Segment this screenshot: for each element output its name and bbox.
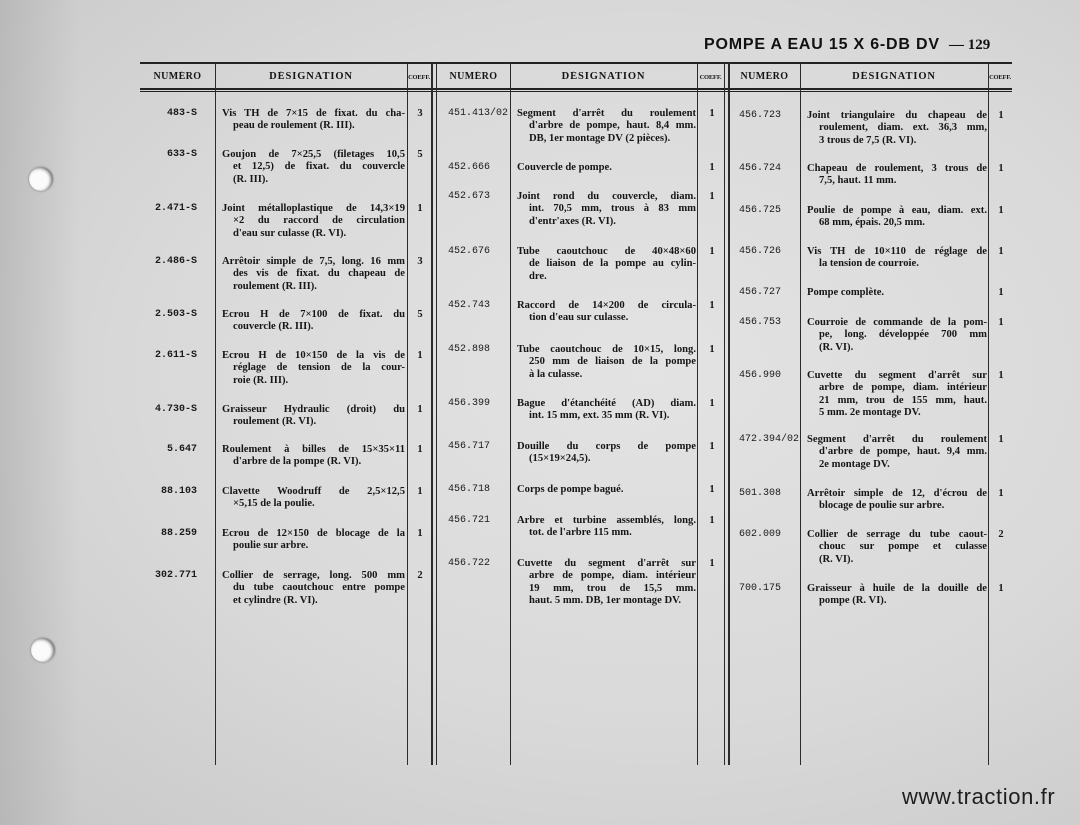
- designation-line: Goujon de 7×25,5 (filetages 10,5: [222, 149, 405, 160]
- designation-line: Arrêtoir simple de 12, d'écrou de: [807, 488, 987, 499]
- designation-line: Graisseur Hydraulic (droit) du: [222, 404, 405, 415]
- designation-line: Collier de serrage, long. 500 mm: [222, 570, 405, 581]
- designation-line: Collier de serrage du tube caout-: [807, 529, 987, 540]
- designation-line: 21 mm, trou de 155 mm, haut.: [819, 394, 987, 406]
- coeff-value: 1: [709, 162, 715, 173]
- designation-line: roulement (R. VI).: [233, 416, 317, 428]
- designation-line: Bague d'étanchéité (AD) diam.: [517, 398, 696, 409]
- designation-line: Segment d'arrêt du roulement: [517, 108, 696, 119]
- designation-line: Graisseur à huile de la douille de: [807, 583, 987, 594]
- designation-line: Pompe complète.: [807, 287, 885, 298]
- designation-line: poulie sur arbre.: [233, 540, 309, 552]
- designation-line: DB, 1er montage DV (2 pièces).: [529, 132, 671, 144]
- designation-line: int. 15 mm, ext. 35 mm (R. VI).: [529, 410, 670, 422]
- designation-line: dre.: [529, 270, 547, 282]
- coeff-value: 1: [709, 515, 715, 526]
- coeff-value: 1: [998, 583, 1004, 594]
- part-number: 456.727: [739, 287, 782, 298]
- designation-line: 68 mm, épais. 20,5 mm.: [819, 217, 925, 229]
- table-top-rule: [140, 62, 1012, 64]
- coeff-value: 1: [998, 370, 1004, 381]
- designation-line: à la culasse.: [529, 368, 583, 380]
- coeff-value: 1: [998, 163, 1004, 174]
- column-rule: [728, 63, 730, 765]
- designation-line: d'arbre de la pompe (R. VI).: [233, 456, 362, 468]
- page-shadow: [0, 0, 80, 825]
- designation-line: 7,5, haut. 11 mm.: [819, 175, 897, 187]
- header-designation: DÉSIGNATION: [269, 71, 353, 82]
- designation-line: tot. de l'arbre 115 mm.: [529, 527, 632, 539]
- watermark-text: www.traction.fr: [902, 784, 1056, 809]
- column-rule: [510, 63, 511, 765]
- designation-line: Cuvette du segment d'arrêt sur: [807, 370, 987, 381]
- header-bottom-rule: [140, 91, 1012, 92]
- designation-line: Roulement à billes de 15×35×11: [222, 444, 405, 455]
- designation-line: arbre de pompe, diam. intérieur: [819, 382, 987, 394]
- part-number: 4.730-S: [154, 404, 197, 415]
- designation-line: Ecrou de 12×150 de blocage de la: [222, 528, 405, 539]
- designation-line: roulement (R. III).: [233, 280, 317, 292]
- designation-line: Clavette Woodruff de 2,5×12,5: [222, 486, 405, 497]
- coeff-value: 1: [709, 398, 715, 409]
- designation-line: Joint rond du couvercle, diam.: [517, 191, 696, 202]
- coeff-value: 3: [417, 256, 423, 267]
- part-number: 2.471-S: [154, 203, 197, 214]
- coeff-value: 1: [709, 484, 715, 495]
- coeff-value: 1: [998, 317, 1004, 328]
- header-coeff: COEFF.: [699, 74, 722, 81]
- designation-line: Ecrou H de 10×150 de la vis de: [222, 350, 405, 361]
- part-number: 456.717: [448, 441, 491, 452]
- coeff-value: 1: [709, 300, 715, 311]
- part-number: 602.009: [739, 529, 782, 540]
- part-number: 456.721: [448, 515, 491, 526]
- coeff-value: 1: [417, 486, 423, 497]
- designation-line: Arrêtoir simple de 7,5, long. 16 mm: [222, 256, 405, 267]
- part-number: 452.743: [448, 300, 491, 311]
- header-designation: DÉSIGNATION: [561, 71, 646, 82]
- coeff-value: 1: [998, 434, 1004, 445]
- designation-line: Raccord de 14×200 de circula-: [517, 300, 696, 311]
- designation-line: et cylindre (R. VI).: [233, 594, 318, 606]
- coeff-value: 2: [417, 570, 423, 581]
- part-number: 456.399: [448, 398, 491, 409]
- coeff-value: 1: [709, 344, 715, 355]
- designation-line: int. 70,5 mm, trous à 83 mm: [529, 203, 696, 215]
- coeff-value: 2: [998, 529, 1004, 540]
- designation-line: haut. 5 mm. DB, 1er montage DV.: [529, 595, 682, 607]
- part-number: 483-S: [166, 108, 197, 119]
- part-number: 456.725: [739, 205, 782, 216]
- designation-line: Ecrou H de 7×100 de fixat. du: [222, 309, 405, 320]
- designation-line: (R. VI).: [819, 553, 854, 565]
- coeff-value: 5: [417, 309, 423, 320]
- coeff-value: 1: [417, 203, 423, 214]
- coeff-value: 1: [709, 558, 715, 569]
- designation-line: d'entr'axes (R. VI).: [529, 215, 616, 227]
- part-number: 456.723: [739, 110, 782, 121]
- column-rule: [697, 63, 698, 765]
- header-numero: NUMÉRO: [740, 71, 789, 82]
- designation-line: 2e montage DV.: [819, 458, 890, 470]
- page-title: POMPE A EAU 15 X 6-DB DV: [704, 36, 940, 53]
- part-number: 452.676: [448, 246, 491, 257]
- designation-line: ×5,15 de la poulie.: [233, 498, 315, 510]
- coeff-value: 1: [998, 205, 1004, 216]
- part-number: 456.724: [739, 163, 782, 174]
- designation-line: tion d'eau sur culasse.: [529, 312, 629, 324]
- designation-line: Courroie de commande de la pom-: [807, 317, 987, 328]
- designation-line: (15×19×24,5).: [529, 453, 591, 465]
- part-number: 501.308: [739, 488, 782, 499]
- part-number: 633-S: [166, 149, 197, 160]
- part-number: 456.990: [739, 370, 782, 381]
- designation-line: Couvercle de pompe.: [517, 162, 612, 173]
- designation-line: couvercle (R. III).: [233, 321, 314, 333]
- designation-line: peau de roulement (R. III).: [233, 120, 355, 132]
- part-number: 2.486-S: [154, 256, 197, 267]
- designation-line: Vis TH de 7×15 de fixat. du cha-: [222, 108, 405, 119]
- part-number: 700.175: [739, 583, 782, 594]
- header-coeff: COEFF.: [408, 74, 430, 81]
- part-number: 88.103: [160, 486, 197, 497]
- designation-line: d'arbre de pompe, haut. 8,4 mm.: [529, 120, 696, 132]
- designation-line: 250 mm de liaison de la pompe: [529, 356, 696, 368]
- designation-line: Corps de pompe bagué.: [517, 484, 624, 495]
- designation-line: du tube caoutchouc entre pompe: [233, 582, 405, 594]
- designation-line: de liaison de la pompe au cylin-: [529, 258, 696, 270]
- designation-line: (R. III).: [233, 173, 269, 185]
- part-number: 456.753: [739, 317, 782, 328]
- coeff-value: 1: [709, 246, 715, 257]
- designation-line: chouc sur pompe et culasse: [819, 541, 987, 553]
- binder-hole: [29, 167, 53, 191]
- designation-line: la tension de courroie.: [819, 258, 919, 270]
- header-designation: DÉSIGNATION: [852, 71, 936, 82]
- part-number: 452.673: [448, 191, 491, 202]
- coeff-value: 1: [709, 441, 715, 452]
- designation-line: des vis de fixat. du chapeau de: [233, 268, 405, 280]
- coeff-value: 3: [417, 108, 423, 119]
- coeff-value: 1: [998, 246, 1004, 257]
- designation-line: (R. VI).: [819, 341, 854, 353]
- header-coeff: COEFF.: [989, 74, 1011, 81]
- designation-line: pompe (R. VI).: [819, 595, 887, 607]
- designation-line: arbre de pompe, diam. intérieur: [529, 570, 696, 582]
- coeff-value: 1: [709, 191, 715, 202]
- designation-line: Poulie de pompe à eau, diam. ext.: [807, 205, 987, 216]
- designation-line: d'eau sur culasse (R. VI).: [233, 227, 347, 239]
- designation-line: Segment d'arrêt du roulement: [807, 434, 987, 445]
- header-numero: NUMÉRO: [153, 71, 202, 82]
- part-number: 302.771: [154, 570, 197, 581]
- binder-hole: [31, 638, 55, 662]
- part-number: 2.611-S: [154, 350, 197, 361]
- designation-line: 19 mm, trou de 15,5 mm.: [529, 582, 696, 594]
- part-number: 452.666: [448, 162, 491, 173]
- part-number: 456.722: [448, 558, 491, 569]
- designation-line: 5 mm. 2e montage DV.: [819, 407, 921, 419]
- designation-line: Joint métalloplastique de 14,3×19: [222, 203, 405, 214]
- column-rule: [431, 63, 433, 765]
- designation-line: blocage de poulie sur arbre.: [819, 500, 945, 512]
- designation-line: Joint triangulaire du chapeau de: [807, 110, 987, 121]
- designation-line: Tube caoutchouc de 10×15, long.: [517, 344, 696, 355]
- part-number: 452.898: [448, 344, 491, 355]
- coeff-value: 1: [417, 444, 423, 455]
- designation-line: pe, long. développée 700 mm: [819, 329, 987, 341]
- coeff-value: 1: [998, 110, 1004, 121]
- designation-line: roulement, diam. ext. 36,3 mm,: [819, 122, 987, 134]
- coeff-value: 5: [417, 149, 423, 160]
- part-number: 88.259: [160, 528, 197, 539]
- coeff-value: 1: [417, 350, 423, 361]
- part-number: 2.503-S: [154, 309, 197, 320]
- designation-line: Cuvette du segment d'arrêt sur: [517, 558, 696, 569]
- column-rule: [215, 63, 216, 765]
- column-rule: [407, 63, 408, 765]
- part-number: 456.726: [739, 246, 782, 257]
- part-number: 472.394/02: [739, 434, 800, 445]
- coeff-value: 1: [709, 108, 715, 119]
- designation-line: roie (R. III).: [233, 374, 289, 386]
- designation-line: Chapeau de roulement, 3 trous de: [807, 163, 987, 174]
- part-number: 5.647: [166, 444, 197, 455]
- column-rule: [724, 63, 725, 765]
- designation-line: d'arbre de pompe, haut. 9,4 mm.: [819, 446, 987, 458]
- column-rule: [988, 63, 989, 765]
- coeff-value: 1: [998, 488, 1004, 499]
- header-numero: NUMÉRO: [449, 71, 498, 82]
- designation-line: Vis TH de 10×110 de réglage de: [807, 246, 987, 257]
- designation-line: 3 trous de 7,5 (R. VI).: [819, 134, 917, 146]
- designation-line: et 12,5) de fixat. du couvercle: [233, 161, 405, 173]
- coeff-value: 1: [417, 404, 423, 415]
- header-bottom-rule: [140, 88, 1012, 90]
- part-number: 456.718: [448, 484, 491, 495]
- coeff-value: 1: [998, 287, 1004, 298]
- column-rule: [436, 63, 437, 765]
- part-number: 451.413/02: [448, 108, 509, 119]
- designation-line: ×2 du raccord de circulation: [233, 215, 405, 227]
- designation-line: Tube caoutchouc de 40×48×60: [517, 246, 696, 257]
- coeff-value: 1: [417, 528, 423, 539]
- designation-line: Arbre et turbine assemblés, long.: [517, 515, 696, 526]
- designation-line: Douille du corps de pompe: [517, 441, 696, 452]
- designation-line: réglage de tension de la cour-: [233, 362, 405, 374]
- page-number: — 129: [949, 37, 991, 53]
